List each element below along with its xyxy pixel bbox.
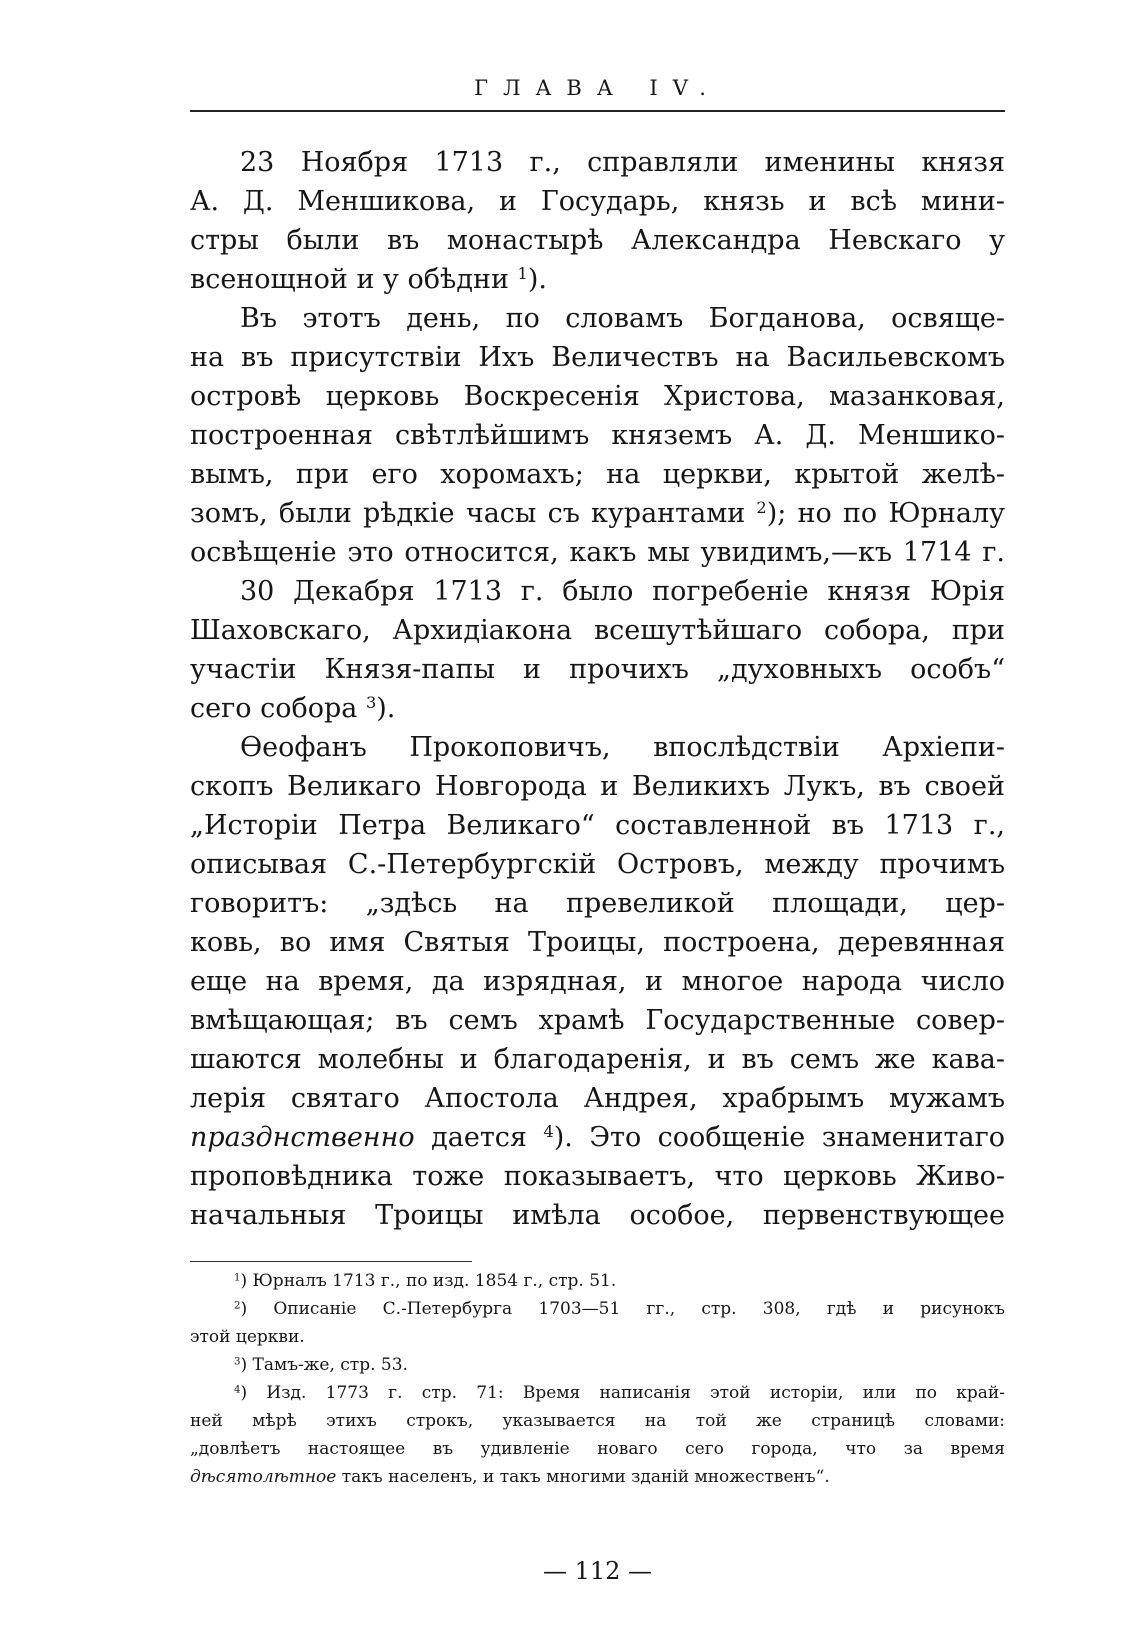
line-text: стры были въ монастырѣ Александра Невскаго у [190, 225, 1005, 256]
line-text: вмѣщающая; въ семъ храмѣ Государственные совер- [190, 1005, 1005, 1036]
text-line [190, 299, 1005, 338]
line-text: ) Изд. 1773 г. стр. 71: Время написанія этой исторіи, или по край- [240, 1383, 1005, 1403]
footnote-line [190, 1407, 1005, 1435]
text-line [190, 767, 1005, 806]
line-text: зомъ, были рѣдкіе часы съ курантами [190, 498, 757, 529]
text-line [190, 884, 1005, 923]
footnote-line [190, 1267, 1005, 1295]
line-text: скопъ Великаго Новгорода и Великихъ Лукъ, въ своей [190, 771, 1005, 802]
line-text: Ѳеофанъ Прокоповичъ, впослѣдствіи Архіепи- [240, 732, 1005, 763]
line-text: на въ присутствіи Ихъ Величествъ на Васильевскомъ [190, 342, 1005, 373]
text-line [190, 806, 1005, 845]
line-text: ); но по Юрналу [766, 498, 1005, 529]
italic-text: празднственно [190, 1122, 415, 1153]
line-text: начальныя Троицы имѣла особое, первенствующее [190, 1200, 1005, 1231]
line-text: 23 Ноября 1713 г., справляли именины князя [240, 147, 1005, 178]
line-text: ). Это сообщеніе знаменитаго [553, 1122, 1005, 1153]
line-text: ней мѣрѣ этихъ строкъ, указывается на той же страницѣ словами: [190, 1411, 1005, 1431]
line-text: сего собора [190, 693, 366, 724]
line-text: „Исторіи Петра Великаго“ составленной въ 1713 г., [190, 810, 1005, 841]
line-text: этой церкви. [190, 1327, 305, 1347]
text-line [190, 572, 1005, 611]
text-line [190, 416, 1005, 455]
text-line [190, 455, 1005, 494]
line-text: описывая С.-Петербургскій Островъ, между прочимъ [190, 849, 1005, 880]
text-line [190, 1118, 1005, 1157]
text-line [190, 923, 1005, 962]
footnote-line [190, 1351, 1005, 1379]
text-line [190, 650, 1005, 689]
italic-text: дѣсятолѣтное [190, 1467, 337, 1487]
footnotes [190, 1267, 1005, 1491]
footnote-marker: 1 [234, 1272, 241, 1284]
text-line [190, 962, 1005, 1001]
line-text: лерія святаго Апостола Андрея, храбрымъ мужамъ [190, 1083, 1005, 1114]
page-number: — 112 — [542, 1557, 653, 1585]
line-text: участіи Князя-папы и прочихъ „духовныхъ особъ“ [190, 654, 1005, 685]
line-text: А. Д. Меншикова, и Государь, князь и всѣ мини- [190, 186, 1005, 217]
body-text [190, 143, 1005, 1235]
running-head: ГЛАВА IV. [474, 76, 721, 100]
text-line [190, 182, 1005, 221]
text-line [190, 494, 1005, 533]
text-line [190, 689, 1005, 728]
footnote-marker: 2 [234, 1300, 241, 1312]
line-text: еще на время, да изрядная, и многое народа число [190, 966, 1005, 997]
text-line [190, 845, 1005, 884]
text-line [190, 1001, 1005, 1040]
line-text: построенная свѣтлѣйшимъ княземъ А. Д. Меншико- [190, 420, 1005, 451]
line-text: вымъ, при его хоромахъ; на церкви, крытой желѣ- [190, 459, 1005, 490]
footnote-line [190, 1323, 1005, 1351]
footnote-marker: 4 [234, 1384, 241, 1396]
footnote-rule [190, 1261, 472, 1262]
footnote-line [190, 1295, 1005, 1323]
line-text: ). [527, 264, 547, 295]
footnote-line [190, 1463, 1005, 1491]
text-line [190, 143, 1005, 182]
line-text: Въ этотъ день, по словамъ Богданова, освяще- [240, 303, 1005, 334]
line-text: всенощной и у обѣдни [190, 264, 518, 295]
text-line [190, 260, 1005, 299]
line-text: ) Тамъ-же, стр. 53. [240, 1355, 408, 1375]
line-text: ковь, во имя Святыя Троицы, построена, деревянная [190, 927, 1005, 958]
text-line [190, 1196, 1005, 1235]
line-text: островѣ церковь Воскресенія Христова, мазанковая, [190, 381, 1005, 412]
line-text: говоритъ: „здѣсь на превеликой площади, цер- [190, 888, 1005, 919]
footnote-marker: 1 [517, 264, 528, 284]
text-line [190, 221, 1005, 260]
line-text: шаются молебны и благодаренія, и въ семъ же кава- [190, 1044, 1005, 1075]
line-text: дается [414, 1122, 544, 1153]
line-text: такъ населенъ, и такъ многими зданій множественъ“. [336, 1467, 830, 1487]
text-line [190, 1040, 1005, 1079]
footnote-marker: 3 [365, 693, 377, 713]
text-line [190, 1157, 1005, 1196]
line-text: проповѣдника тоже показываетъ, что церковь Живо- [190, 1161, 1005, 1192]
line-text: ) Описаніе С.-Петербурга 1703—51 гг., стр. 308, гдѣ и рисунокъ [240, 1299, 1005, 1319]
text-line [190, 338, 1005, 377]
line-text: ). [376, 693, 396, 724]
text-line [190, 728, 1005, 767]
footnote-marker: 2 [756, 498, 767, 518]
footnote-line [190, 1435, 1005, 1463]
footnote-marker: 4 [543, 1122, 554, 1142]
footnote-line [190, 1379, 1005, 1407]
text-line [190, 377, 1005, 416]
line-text: Шаховскаго, Архидіакона всешутѣйшаго собора, при [190, 615, 1005, 646]
line-text: ) Юрналъ 1713 г., по изд. 1854 г., стр. 51. [240, 1271, 617, 1291]
text-line [190, 533, 1005, 572]
line-text: освѣщеніе это относится, какъ мы увидимъ,—къ 1714 г. [190, 537, 1005, 568]
line-text: „довлѣетъ настоящее въ удивленіе новаго сего города, что за время [190, 1439, 1005, 1459]
footnote-marker: 3 [234, 1356, 241, 1368]
line-text: 30 Декабря 1713 г. было погребеніе князя Юрія [240, 576, 1005, 607]
header-rule [190, 110, 1005, 112]
text-line [190, 1079, 1005, 1118]
text-line [190, 611, 1005, 650]
